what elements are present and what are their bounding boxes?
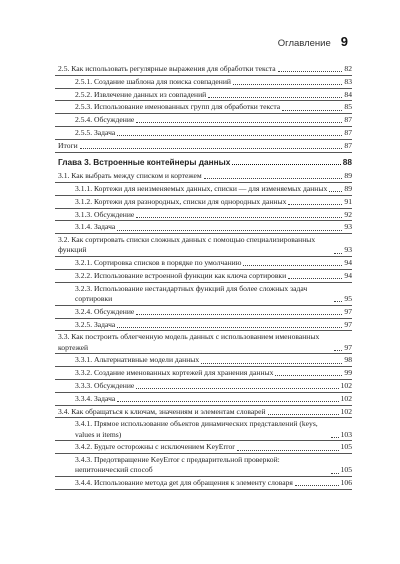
toc-entry-page: 87	[344, 140, 352, 150]
toc-entry-page: 103	[340, 429, 352, 439]
toc-subsection-entry	[58, 184, 352, 194]
dot-leader	[282, 110, 342, 111]
toc-entry-title: 3.1.3. Обсуждение	[75, 209, 135, 219]
toc-entry-title: 2.5.2. Извлечение данных из совпадений	[75, 89, 207, 99]
entry-divider	[55, 330, 352, 331]
toc-subsection-entry	[58, 284, 352, 304]
dot-leader	[275, 375, 342, 376]
toc-entry-title: 3.2. Как сортировать списки сложных данных с помощью специализированных функций	[58, 235, 316, 255]
toc-entry-page: 94	[344, 258, 352, 268]
dot-leader	[288, 204, 342, 205]
dot-leader	[208, 97, 342, 98]
entry-divider	[55, 126, 352, 127]
toc-entry-title: 3.4.4. Использование метода get для обращения к элементу словаря	[75, 478, 293, 488]
entry-divider	[55, 152, 352, 153]
entry-divider	[55, 182, 352, 183]
dot-leader	[329, 191, 342, 192]
toc-entry-title: Итоги	[58, 140, 78, 150]
toc-entry-page: 106	[340, 478, 352, 488]
dot-leader	[80, 148, 343, 149]
toc-chapter-entry	[58, 157, 352, 167]
entry-divider	[55, 440, 352, 441]
entry-divider	[55, 139, 352, 140]
toc-entry-title: 3.2.3. Использование нестандартных функций для более сложных задач сортировки	[75, 283, 308, 303]
dot-leader	[117, 135, 342, 136]
entry-divider	[55, 282, 352, 283]
toc-entry-page: 87	[344, 127, 352, 137]
toc-subsection-entry	[58, 102, 352, 112]
toc-subsection-entry	[58, 320, 352, 330]
toc-entry-title: 3.1.4. Задача	[75, 222, 116, 232]
dot-leader	[331, 473, 339, 474]
entry-divider	[55, 417, 352, 418]
toc-subsection-entry	[58, 90, 352, 100]
dot-leader	[233, 84, 342, 85]
dot-leader	[334, 301, 342, 302]
dot-leader	[334, 253, 342, 254]
dot-leader	[136, 122, 342, 123]
entry-divider	[55, 305, 352, 306]
toc-entry-page: 92	[344, 209, 352, 219]
toc-entry-page: 102	[340, 380, 352, 390]
page-header	[278, 34, 348, 49]
entry-divider	[55, 208, 352, 209]
toc-entry-page: 94	[344, 270, 352, 280]
entry-divider	[55, 353, 352, 354]
toc-entry-title: 3.2.5. Задача	[75, 319, 116, 329]
dot-leader	[232, 164, 340, 165]
dot-leader	[237, 450, 339, 451]
toc-entry-title: 2.5.5. Задача	[75, 127, 116, 137]
toc-subsection-entry	[58, 115, 352, 125]
toc-subsection-entry	[58, 222, 352, 232]
toc-entry-title: 2.5.1. Создание шаблона для поиска совпадений	[75, 76, 231, 86]
toc-entry-title: 3.4.3. Предотвращение KeyError с предварительной проверкой: непитонический способ	[75, 455, 280, 475]
toc-section-entry	[58, 171, 352, 181]
entry-divider	[55, 269, 352, 270]
toc-entry-title: 3.4. Как обращаться к ключам, значениям и элементам словарей	[58, 406, 266, 416]
toc-entry-page: 97	[344, 319, 352, 329]
toc-entry-title: 3.3.1. Альтернативные модели данных	[75, 355, 200, 365]
toc-entry-page: 84	[344, 89, 352, 99]
toc-entry-page: 87	[344, 115, 352, 125]
entry-divider	[55, 489, 352, 490]
toc-entry-page: 99	[344, 368, 352, 378]
toc-entry-title: 3.4.1. Прямое использование объектов динамических представлений (keys, values и items)	[75, 419, 318, 439]
toc-subsection-entry	[58, 419, 352, 439]
toc-subsection-entry	[58, 442, 352, 452]
toc-entry-page: 97	[344, 342, 352, 352]
dot-leader	[295, 485, 339, 486]
toc-entry-title: 3.4.2. Будьте осторожны с исключением KeyError	[75, 442, 235, 452]
entry-divider	[55, 476, 352, 477]
toc-entry-page: 95	[344, 293, 352, 303]
dot-leader	[136, 314, 342, 315]
toc-entry-page: 91	[344, 196, 352, 206]
toc-subsection-entry	[58, 77, 352, 87]
entry-divider	[55, 453, 352, 454]
toc-entry-title: 3.3.2. Создание именованных кортежей для хранения данных	[75, 368, 274, 378]
toc-entry-page: 93	[344, 222, 352, 232]
toc-entry-page: 89	[344, 183, 352, 193]
toc-entry-title: 3.1. Как выбрать между списком и кортежем	[58, 171, 202, 181]
entry-divider	[55, 220, 352, 221]
toc-entry-page: 88	[342, 156, 352, 167]
dot-leader	[243, 265, 342, 266]
toc-entry-page: 83	[344, 76, 352, 86]
toc-entry-page: 93	[344, 245, 352, 255]
entry-divider	[55, 366, 352, 367]
dot-leader	[201, 363, 342, 364]
toc-section-entry	[58, 332, 352, 352]
dot-leader	[278, 71, 343, 72]
entry-divider	[55, 100, 352, 101]
entry-divider	[55, 195, 352, 196]
running-header-title: Оглавление	[277, 38, 331, 49]
dot-leader	[334, 350, 342, 351]
entry-divider	[55, 405, 352, 406]
toc-subsection-entry	[58, 381, 352, 391]
dot-leader	[136, 388, 338, 389]
toc-entry-title: 3.2.4. Обсуждение	[75, 306, 135, 316]
toc-entry-title: 3.3.3. Обсуждение	[75, 380, 135, 390]
toc-subsection-entry	[58, 455, 352, 475]
toc-entry-page: 102	[340, 406, 352, 416]
dot-leader	[288, 278, 342, 279]
dot-leader	[204, 178, 343, 179]
toc-subsection-entry	[58, 478, 352, 488]
toc-subsection-entry	[58, 394, 352, 404]
toc-entry-page: 105	[340, 442, 352, 452]
toc-subsection-entry	[58, 271, 352, 281]
toc-entry-title: 2.5.3. Использование именованных групп для обработки текста	[75, 102, 281, 112]
entry-divider	[55, 318, 352, 319]
dot-leader	[268, 414, 339, 415]
dot-leader	[117, 230, 342, 231]
toc-subsection-entry	[58, 355, 352, 365]
toc-entry-page: 85	[344, 102, 352, 112]
toc-entry-page: 105	[340, 465, 352, 475]
toc-entry-title: 2.5. Как использовать регулярные выражения для обработки текста	[58, 64, 276, 73]
toc-subsection-entry	[58, 197, 352, 207]
toc-section-entry	[58, 64, 352, 74]
toc-subsection-entry	[58, 210, 352, 220]
toc-entry-title: 3.2.1. Сортировка списков в порядке по умолчанию	[75, 258, 242, 268]
toc-entry-title: 3.3. Как построить облегченную модель данных с использованием именованных кортежей	[58, 332, 320, 352]
dot-leader	[117, 327, 342, 328]
toc-subsection-entry	[58, 307, 352, 317]
entry-divider	[55, 113, 352, 114]
toc-entry-title: 3.2.2. Использование встроенной функции как ключа сортировки	[75, 270, 287, 280]
toc-section-entry	[58, 141, 352, 151]
dot-leader	[331, 437, 339, 438]
toc-subsection-entry	[58, 258, 352, 268]
toc-entry-title: Глава 3. Встроенные контейнеры данных	[58, 156, 231, 167]
toc-entry-title: 2.5.4. Обсуждение	[75, 115, 135, 125]
toc-entry-title: 3.1.1. Кортежи для неизменяемых данных, списки — для изменяемых данных	[75, 183, 328, 193]
toc-entry-page: 89	[344, 171, 352, 181]
entry-divider	[55, 392, 352, 393]
toc-subsection-entry	[58, 128, 352, 138]
toc-entry-title: 3.1.2. Кортежи для разнородных, списки для однородных данных	[75, 196, 287, 206]
entry-divider	[55, 75, 352, 76]
page-number: 9	[340, 34, 348, 49]
toc-section-entry	[58, 407, 352, 417]
dot-leader	[117, 401, 338, 402]
toc-entry-page: 82	[344, 64, 352, 73]
toc-entry-page: 97	[344, 306, 352, 316]
toc-entry-page: 98	[344, 355, 352, 365]
entry-divider	[55, 88, 352, 89]
toc-entry-page: 102	[340, 393, 352, 403]
toc-entry-title: 3.3.4. Задача	[75, 393, 116, 403]
toc-subsection-entry	[58, 368, 352, 378]
entry-divider	[55, 233, 352, 234]
dot-leader	[136, 217, 342, 218]
entry-divider	[55, 256, 352, 257]
entry-divider	[55, 379, 352, 380]
table-of-contents	[58, 64, 352, 491]
toc-section-entry	[58, 235, 352, 255]
